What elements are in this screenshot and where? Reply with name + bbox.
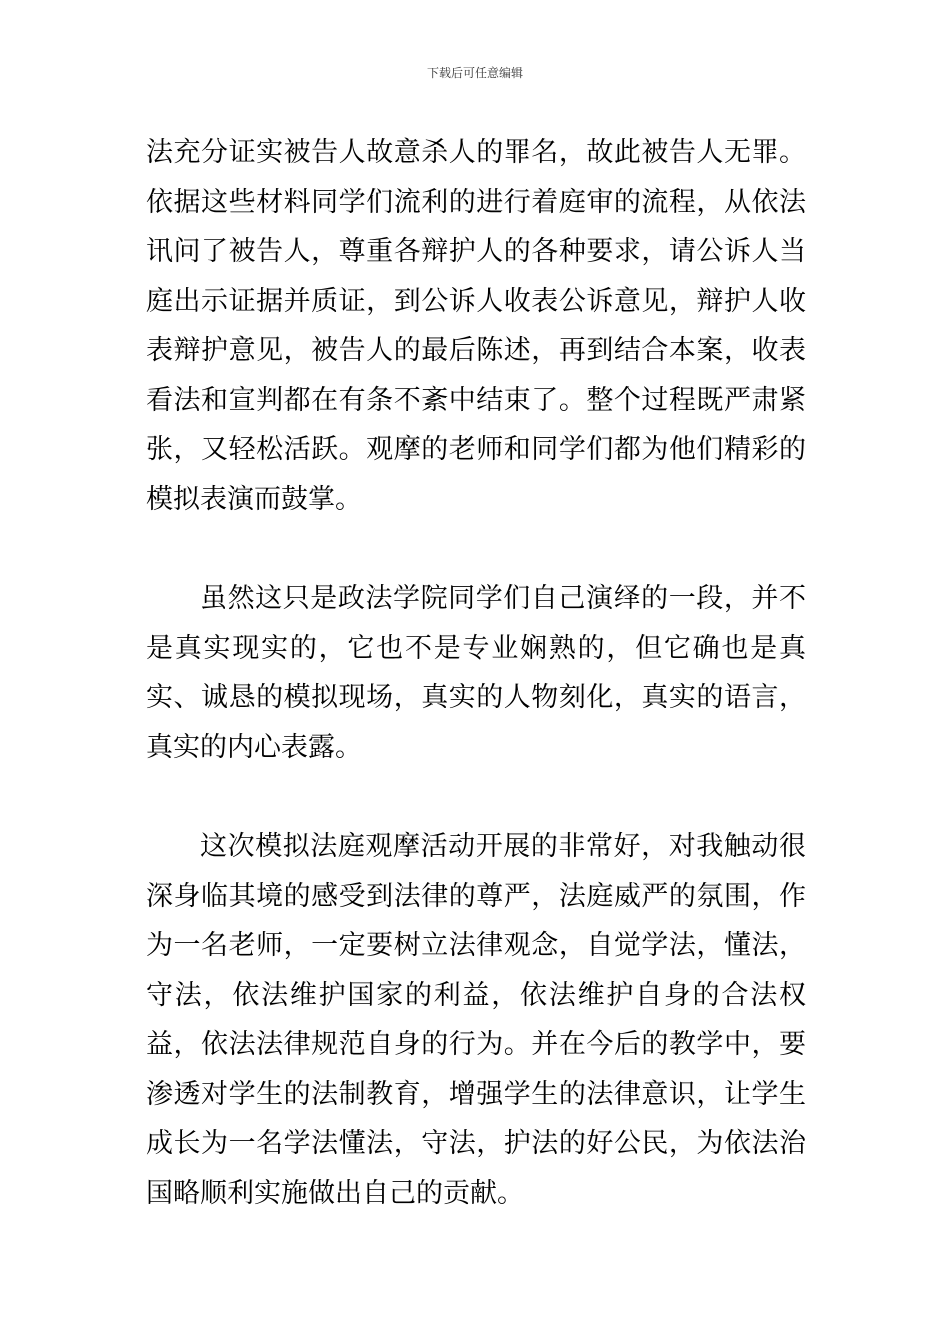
paragraph-1: 法充分证实被告人故意杀人的罪名，故此被告人无罪。依据这些材料同学们流利的进行着庭审的流程，从依法讯问了被告人，尊重各辩护人的各种要求，请公诉人当庭出示证据并质证，到公诉人收表公诉意见，辩护人收表辩护意见，被告人的最后陈述，再到结合本案，收表看法和宣判都在有条不紊中结束了。整个过程既严肃紧张，又轻松活跃。观摩的老师和同学们都为他们精彩的模拟表演而鼓掌。: [146, 137, 806, 515]
paragraph-spacer: [146, 772, 806, 822]
paragraph-spacer: [146, 524, 806, 574]
paragraph-2: 虽然这只是政法学院同学们自己演绎的一段，并不是真实现实的，它也不是专业娴熟的，但它确也是真实、诚恳的模拟现场，真实的人物刻化，真实的语言，真实的内心表露。: [146, 583, 806, 763]
paragraph-3: 这次模拟法庭观摩活动开展的非常好，对我触动很深身临其境的感受到法律的尊严，法庭威严的氛围，作为一名老师，一定要树立法律观念，自觉学法，懂法，守法，依法维护国家的利益，依法维护自身的合法权益，依法法律规范自身的行为。并在今后的教学中，要渗透对学生的法制教育，增强学生的法律意识，让学生成长为一名学法懂法，守法，护法的好公民，为依法治国略顺利实施做出自己的贡献。: [146, 831, 806, 1209]
header-note: 下载后可任意编辑: [426, 66, 523, 80]
document-body: [146, 128, 806, 1218]
